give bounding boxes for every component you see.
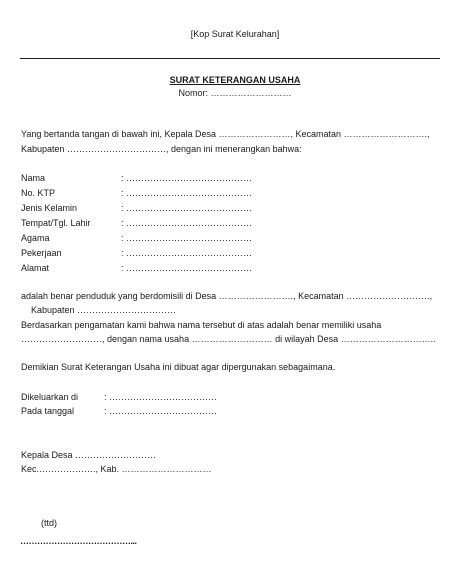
field-value: : …………………………………… bbox=[121, 233, 253, 243]
document-number: Nomor: ……………………… bbox=[178, 88, 292, 98]
body-line-2: Kabupaten …………………………… bbox=[31, 305, 177, 315]
issued-date-value: : ……………………………… bbox=[104, 406, 218, 416]
field-label: Jenis Kelamin bbox=[21, 203, 78, 213]
field-value: : …………………………………… bbox=[121, 203, 253, 213]
field-value: : …………………………………… bbox=[121, 248, 253, 258]
field-label: Nama bbox=[21, 173, 46, 183]
body-line-3: Berdasarkan pengamatan kami bahwa nama tersebut di atas adalah benar memiliki usaha bbox=[21, 320, 382, 330]
field-label: Alamat bbox=[21, 263, 50, 273]
field-label: Agama bbox=[21, 233, 50, 243]
body-line-1: adalah benar penduduk yang berdomisili di Desa ……………………., Kecamatan ………………………., bbox=[21, 291, 433, 301]
field-value: : …………………………………… bbox=[121, 263, 253, 273]
header-rule bbox=[20, 58, 440, 59]
intro-line-1: Yang bertanda tangan di bawah ini, Kepala Desa ……………………, Kecamatan ………………………., bbox=[21, 129, 430, 139]
intro-line-2: Kabupaten ……………………………, dengan ini menerangkan bahwa: bbox=[21, 144, 302, 154]
signature-name-line: …………………………………... bbox=[20, 536, 137, 546]
field-label: Tempat/Tgl. Lahir bbox=[21, 218, 91, 228]
document-title: SURAT KETERANGAN USAHA bbox=[169, 75, 301, 85]
closing-statement: Demikian Surat Keterangan Usaha ini dibuat agar dipergunakan sebagaimana. bbox=[21, 362, 336, 372]
field-value: : …………………………………… bbox=[121, 218, 253, 228]
letterhead-placeholder: [Kop Surat Kelurahan] bbox=[190, 29, 280, 39]
signature-ttd: (ttd) bbox=[41, 518, 58, 528]
signature-region: Kec.………………., Kab. ………………………… bbox=[21, 464, 212, 474]
field-label: No. KTP bbox=[21, 188, 56, 198]
field-value: : …………………………………… bbox=[121, 188, 253, 198]
issued-date-label: Pada tanggal bbox=[21, 406, 75, 416]
issued-place-value: : ……………………………… bbox=[104, 392, 218, 402]
field-label: Pekerjaan bbox=[21, 248, 62, 258]
signature-title: Kepala Desa ……………………… bbox=[21, 450, 157, 460]
field-value: : …………………………………… bbox=[121, 173, 253, 183]
body-line-4: ………………………, dengan nama usaha ……………………… di wilayah Desa ………………………….. bbox=[21, 334, 436, 344]
issued-place-label: Dikeluarkan di bbox=[21, 392, 79, 402]
